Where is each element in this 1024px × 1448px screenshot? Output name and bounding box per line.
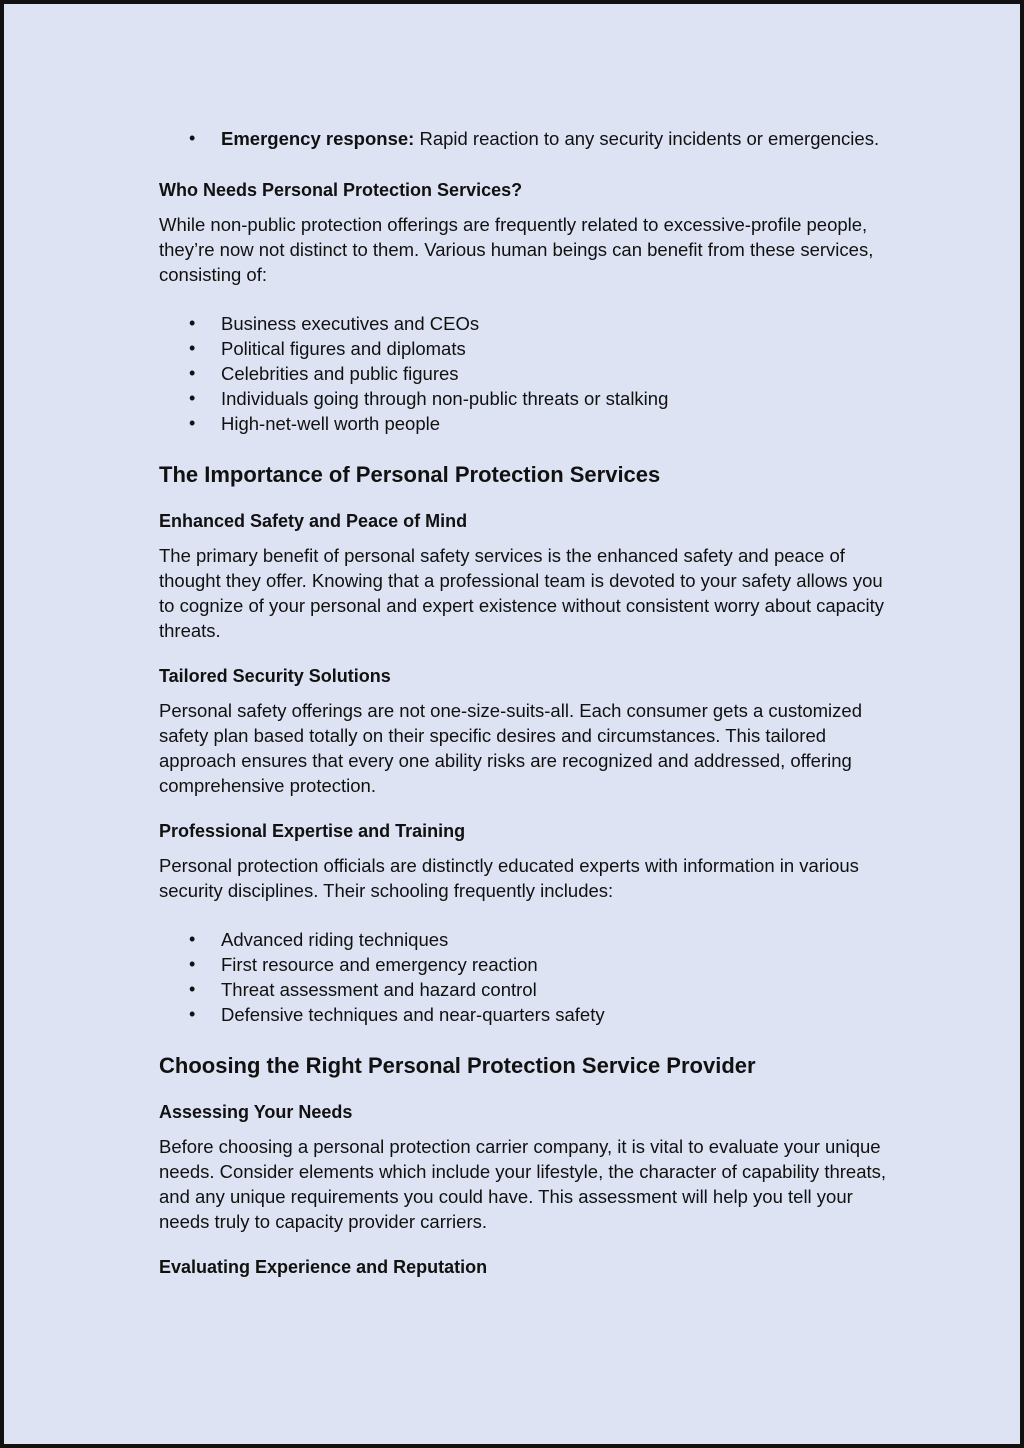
bullet-text: Rapid reaction to any security incidents or emergencies.	[414, 128, 880, 149]
bullet-icon: •	[189, 313, 196, 333]
training-list	[159, 927, 889, 1027]
list-item	[159, 977, 889, 1002]
page-content	[159, 126, 889, 1279]
paragraph-tailored: Personal safety offerings are not one-size-suits-all. Each consumer gets a customized safety plan based totally on their specific desires and circumstances. This tailored approach ensures that every one ability risks are recognized and addressed, offering comprehensive protection.	[159, 700, 862, 796]
bullet-icon: •	[189, 954, 196, 974]
list-item-text: High-net-well worth people	[221, 413, 441, 434]
paragraph-who-needs: While non-public protection offerings are frequently related to excessive-profile people, they’re now not distinct to them. Various human beings can benefit from these services, consisting of:	[159, 214, 874, 285]
bullet-icon: •	[189, 338, 196, 358]
list-item	[159, 927, 889, 952]
list-item-text: Celebrities and public figures	[221, 363, 459, 384]
section-heading-choosing: Choosing the Right Personal Protection Service Provider	[159, 1053, 756, 1078]
who-needs-list	[159, 311, 889, 436]
list-item-text: Political figures and diplomats	[221, 338, 466, 359]
list-item	[159, 411, 889, 436]
bullet-icon: •	[189, 413, 196, 433]
bullet-icon: •	[189, 363, 196, 383]
top-bullet-list	[159, 126, 889, 151]
list-item-text: Advanced riding techniques	[221, 929, 449, 950]
list-item	[159, 952, 889, 977]
list-item	[159, 126, 889, 151]
list-item-text: Business executives and CEOs	[221, 313, 480, 334]
subheading-experience: Evaluating Experience and Reputation	[159, 1257, 488, 1277]
bullet-icon: •	[189, 929, 196, 949]
subheading-expertise: Professional Expertise and Training	[159, 821, 466, 841]
list-item-text: Individuals going through non-public threats or stalking	[221, 388, 669, 409]
section-heading-who-needs: Who Needs Personal Protection Services?	[159, 180, 523, 200]
list-item	[159, 386, 889, 411]
list-item-text: First resource and emergency reaction	[221, 954, 538, 975]
list-item-text: Threat assessment and hazard control	[221, 979, 537, 1000]
list-item	[159, 361, 889, 386]
paragraph-safety: The primary benefit of personal safety services is the enhanced safety and peace of thought they offer. Knowing that a professional team is devoted to your safety allows you to cognize of your personal and expert existence without consistent worry about capacity threats.	[159, 545, 884, 641]
bullet-icon: •	[189, 128, 196, 148]
subheading-assessing-needs: Assessing Your Needs	[159, 1102, 353, 1122]
subheading-safety: Enhanced Safety and Peace of Mind	[159, 511, 468, 531]
paragraph-expertise: Personal protection officials are distinctly educated experts with information in various security disciplines. Their schooling frequently includes:	[159, 855, 859, 901]
list-item-text: Defensive techniques and near-quarters safety	[221, 1004, 605, 1025]
bullet-icon: •	[189, 1004, 196, 1024]
list-item	[159, 311, 889, 336]
bullet-icon: •	[189, 979, 196, 999]
list-item	[159, 1002, 889, 1027]
paragraph-assessing-needs: Before choosing a personal protection carrier company, it is vital to evaluate your unique needs. Consider elements which include your lifestyle, the character of capability threats, and any unique requirements you could have. This assessment will help you tell your needs truly to capacity provider carriers.	[159, 1136, 887, 1232]
section-heading-importance: The Importance of Personal Protection Services	[159, 462, 661, 487]
list-item	[159, 336, 889, 361]
subheading-tailored: Tailored Security Solutions	[159, 666, 391, 686]
bullet-label: Emergency response:	[221, 128, 415, 149]
bullet-icon: •	[189, 388, 196, 408]
